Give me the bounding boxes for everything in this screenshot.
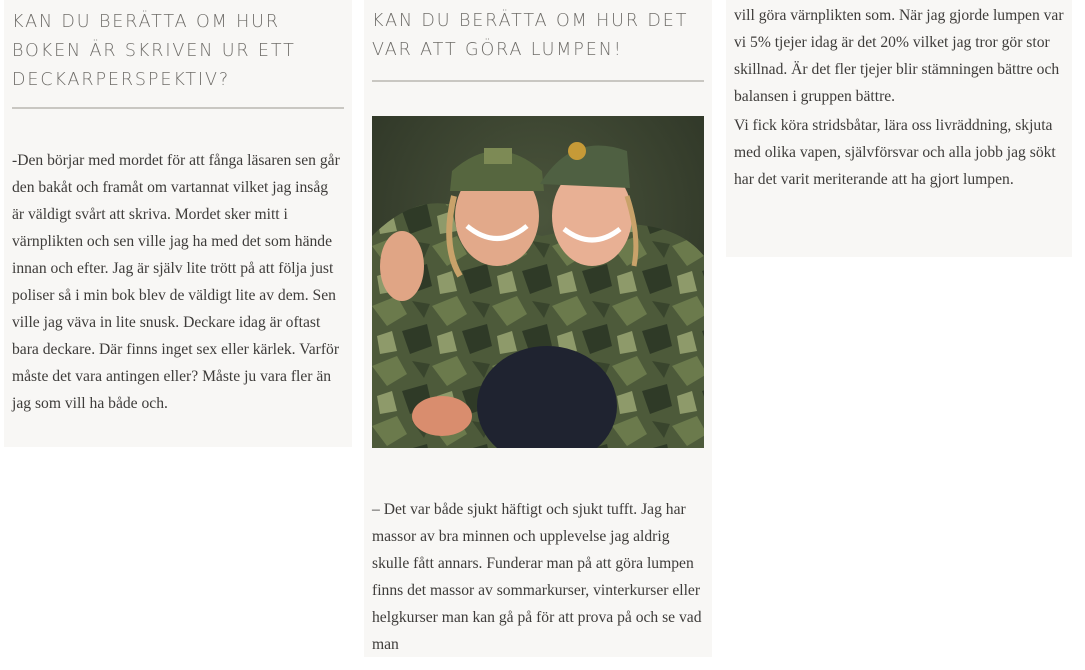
question-heading: KAN DU BERÄTTA OM HUR BOKEN ÄR SKRIVEN UR ETT DECKARPERSPEKTIV? (12, 12, 296, 90)
interview-card-continued (726, 0, 1072, 257)
question-heading: KAN DU BERÄTTA OM HUR DET VAR ATT GÖRA LUMPEN! (372, 11, 689, 60)
answer-paragraph: – Det var både sjukt häftigt och sjukt tufft. Jag har massor av bra minnen och upplevelse jag aldrig skulle fått annars. Funderar man på att göra lumpen finns det massor av sommarkurser, vinterkurser eller helgkurser man kan gå på för att prova på och se vad man (372, 501, 702, 653)
answer-paragraph-experiences: Vi fick köra stridsbåtar, lära oss livräddning, skjuta med olika vapen, självförsvar och alla jobb jag sökt har det varit meriterande att ha gjort lumpen. (734, 117, 1056, 188)
soldiers-photo (372, 116, 704, 448)
divider (12, 107, 344, 109)
answer-paragraph-continued: vill göra värnplikten som. När jag gjorde lumpen var vi 5% tjejer idag är det 20% vilket jag tror gör stor skillnad. Är det fler tjejer blir stämningen bättre och balansen i gruppen bättre. (734, 7, 1064, 105)
interview-card-military-service (364, 0, 712, 657)
photo-illustration (372, 116, 704, 448)
interview-card-book-perspective (4, 0, 352, 447)
divider (372, 80, 704, 82)
answer-paragraph: -Den börjar med mordet för att fånga läsaren sen går den bakåt och framåt om vartannat vilket jag insåg är väldigt svårt att skriva. Mordet sker mitt i värnplikten och sen ville jag ha med det som hände innan och efter. Jag är själv lite trött på att följa just poliser så i min bok blev de väldigt lite av dem. Sen ville jag väva in lite snusk. Deckare idag är oftast bara deckare. Där finns inget sex eller kärlek. Varför måste det vara antingen eller? Måste ju vara fler än jag som vill ha både och. (12, 152, 340, 412)
